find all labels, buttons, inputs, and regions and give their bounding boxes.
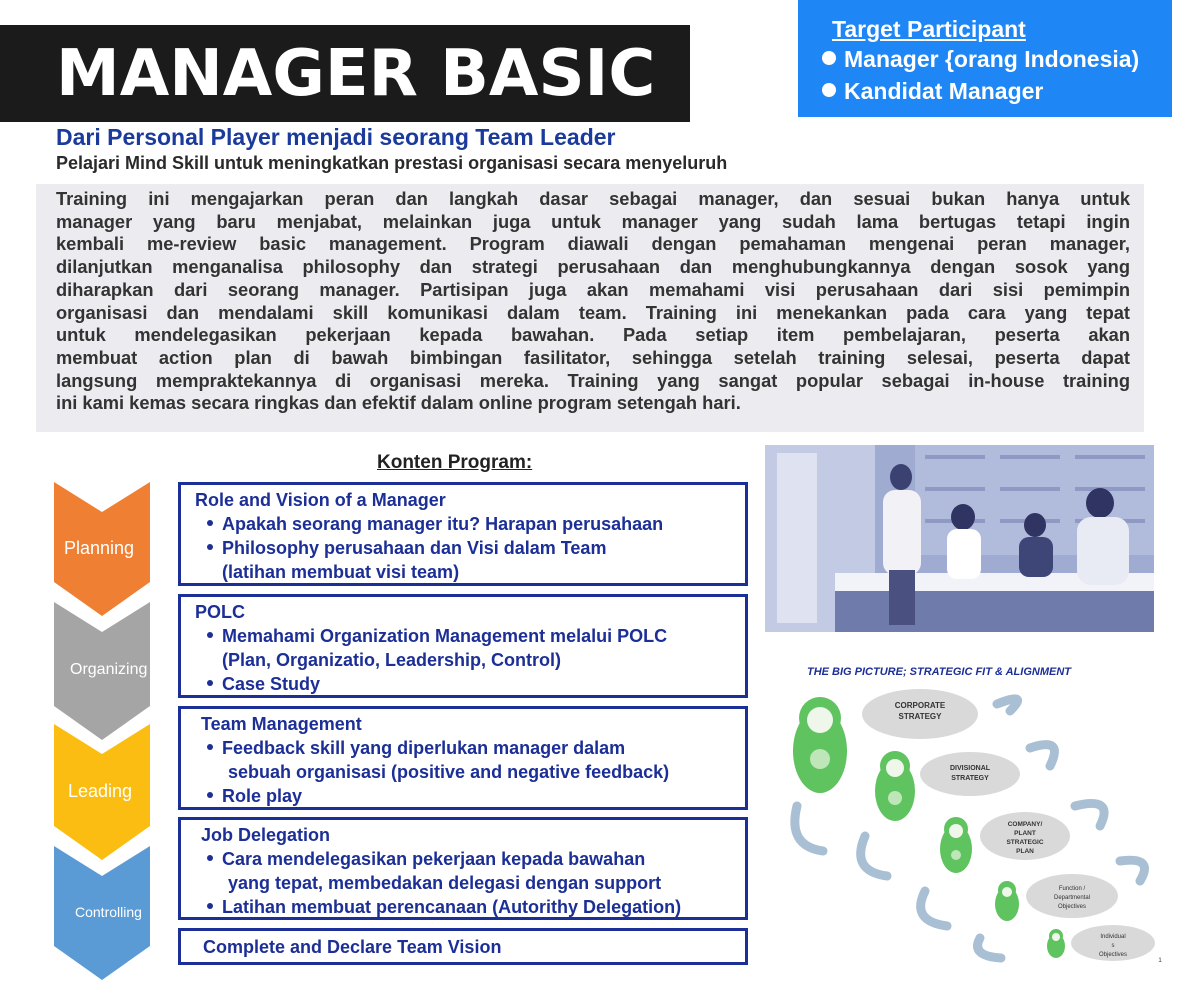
stage-label: Planning (64, 538, 135, 558)
module-title: Job Delegation (201, 825, 331, 845)
curved-arrow-icon (795, 699, 1145, 958)
strategy-ellipse (920, 752, 1020, 796)
module-item-continuation: (Plan, Organizatio, Leadership, Control) (222, 650, 562, 670)
module-box-job-delegation (178, 817, 748, 920)
chevron-organizing (54, 602, 150, 740)
level-label: Objectives (1057, 904, 1087, 910)
bullet-icon (207, 792, 213, 798)
module-item: Apakah seorang manager itu? Harapan perusahaan (207, 514, 663, 535)
module-title: Team Management (201, 714, 362, 734)
bullet-icon (207, 744, 213, 750)
bullet-icon (207, 680, 213, 686)
doll-icon (940, 817, 972, 873)
level-label: Individual (1100, 934, 1126, 940)
module-title: Complete and Declare Team Vision (203, 937, 502, 957)
chevron-planning (54, 482, 150, 616)
chevron-controlling (54, 846, 150, 980)
module-item: Role play (207, 786, 302, 807)
title-bar (0, 25, 690, 122)
level-label: PLANT (1014, 830, 1036, 837)
doll-icon (1047, 929, 1065, 958)
meeting-photo (765, 445, 1154, 632)
doll-icon (875, 751, 915, 821)
description-text: Training ini mengajarkan peran dan langkah dasar sebagai manager, dan sesuai bukan hanya untuk manager yang baru menjabat, melainkan juga untuk manager yang sudah lama bertugas tetapi ingin kembali me-review basic management. Program diawali dengan pemahaman mengenai peran manager, dilanjutkan menganalisa philosophy dan strategi perusahaan dan menghubungkannya dengan sosok yang diharapkan dari seorang manager. Partisipan juga akan memahami visi perusahaan dari sisi pemimpin organisasi dan mendalami skill komunikasi dalam team. Training ini menekankan pada cara yang tepat untuk mendelegasikan pekerjaan kepada bawahan. Pada setiap item pembelajaran, peserta akan membuat action plan di bawah bimbingan fasilitator, sehingga setelah training selesai, peserta dapat langsung mempraktekannya di organisasi mereka. Training yang sangat popular sebagai in-house training ini kami kemas secara ringkas dan efektif dalam online program setengah hari. (56, 188, 1130, 414)
bullet-icon (207, 903, 213, 909)
stage-label: Organizing (70, 661, 148, 678)
description-box (36, 184, 1144, 432)
diagram-title: THE BIG PICTURE; STRATEGIC FIT & ALIGNMENT (807, 666, 1071, 678)
doll-icon (793, 697, 847, 793)
target-title: Target Participant (832, 16, 1026, 42)
module-item-continuation: (latihan membuat visi team) (222, 562, 460, 582)
target-item: Manager {orang Indonesia) (822, 46, 1139, 73)
chevron-leading (54, 724, 150, 860)
program-heading: Konten Program: (377, 452, 533, 473)
doll-icon (995, 881, 1019, 921)
module-box-team-management (178, 706, 748, 810)
module-title: Role and Vision of a Manager (195, 490, 446, 510)
module-box-polc (178, 594, 748, 698)
level-label: STRATEGIC (1006, 839, 1044, 846)
target-item: Kandidat Manager (822, 78, 1043, 105)
level-label: COMPANY/ (1007, 821, 1043, 828)
module-item: Latihan membuat perencanaan (Autorithy Delegation) (207, 897, 681, 918)
bullet-icon (207, 632, 213, 638)
level-label: s (1111, 943, 1115, 949)
module-title: POLC (195, 602, 246, 622)
meeting-photo-illustration (765, 445, 1154, 632)
level-label: DIVISIONAL (949, 765, 991, 772)
page-number: 1 (1158, 958, 1162, 964)
bullet-icon (822, 51, 836, 65)
level-label: CORPORATE (894, 701, 946, 710)
level-label: Departmental (1053, 895, 1091, 901)
module-item-continuation: yang tepat, membedakan delegasi dengan support (228, 873, 662, 893)
module-box-role-vision (178, 482, 748, 586)
page-title: MANAGER BASIC (56, 37, 656, 111)
target-participant-box (798, 0, 1172, 117)
bullet-icon (207, 520, 213, 526)
level-label: STRATEGY (898, 712, 942, 721)
module-item: Philosophy perusahaan dan Visi dalam Team (207, 538, 606, 559)
level-label: Function / (1058, 886, 1086, 892)
matryoshka-diagram (775, 656, 1165, 966)
module-item: Feedback skill yang diperlukan manager dalam (207, 738, 625, 759)
level-label: Objectives (1098, 952, 1128, 958)
bullet-icon (207, 544, 213, 550)
stage-label: Controlling (75, 904, 142, 920)
stage-label: Leading (68, 781, 133, 801)
module-item: Case Study (207, 674, 320, 695)
bullet-icon (822, 83, 836, 97)
level-label: STRATEGY (951, 775, 989, 782)
module-item: Memahami Organization Management melalui POLC (207, 626, 667, 647)
tagline: Pelajari Mind Skill untuk meningkatkan prestasi organisasi secara menyeluruh (56, 153, 728, 173)
module-item: Cara mendelegasikan pekerjaan kepada bawahan (207, 849, 645, 870)
subtitle: Dari Personal Player menjadi seorang Team Leader (56, 124, 616, 150)
big-picture-diagram (775, 656, 1165, 966)
level-label: PLAN (1016, 848, 1034, 855)
module-box-team-vision (178, 928, 748, 965)
module-item-continuation: sebuah organisasi (positive and negative feedback) (228, 762, 670, 782)
bullet-icon (207, 855, 213, 861)
